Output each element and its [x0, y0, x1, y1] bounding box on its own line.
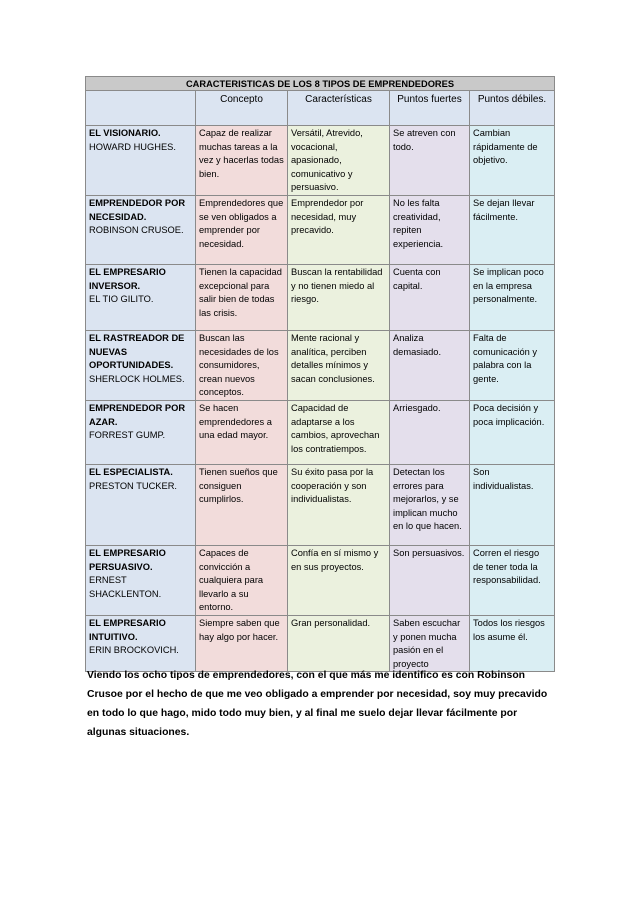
table-row — [86, 126, 555, 196]
debiles-cell: Poca decisión y poca implicación. — [470, 400, 555, 464]
conclusion-paragraph: Viendo los ocho tipos de emprendedores, con el que más me identifico es con Robinson Crusoe por el hecho de que me veo obligado a emprender por necesidad, soy muy precavido en todo lo que hago, mido todo muy bien, y al final me suelo dejar llevar fácilmente por algunas situaciones. — [87, 670, 548, 738]
type-name: EL ESPECIALISTA. — [89, 466, 173, 477]
type-person: PRESTON TUCKER. — [89, 480, 177, 491]
type-person: ERNEST SHACKLENTON. — [89, 575, 162, 599]
debiles-cell: Se dejan llevar fácilmente. — [470, 195, 555, 264]
concepto-cell: Se hacen emprendedores a una edad mayor. — [196, 400, 288, 464]
type-cell — [86, 464, 196, 545]
fuertes-cell: No les falta creatividad, repiten experiencia. — [390, 195, 470, 264]
type-cell — [86, 195, 196, 264]
type-cell — [86, 545, 196, 615]
type-name: EMPRENDEDOR POR AZAR. — [89, 402, 186, 427]
concepto-cell: Capaces de convicción a cualquiera para llevarlo a su entorno. — [196, 545, 288, 615]
debiles-cell: Corren el riesgo de tener toda la responsabilidad. — [470, 545, 555, 615]
concepto-cell: Tienen sueños que consiguen cumplirlos. — [196, 464, 288, 545]
debiles-cell: Todos los riesgos los asume él. — [470, 615, 555, 671]
fuertes-cell: Arriesgado. — [390, 400, 470, 464]
type-person: ROBINSON CRUSOE. — [89, 225, 184, 236]
type-name: EL EMPRESARIO INVERSOR. — [89, 266, 166, 291]
concepto-cell: Tienen la capacidad excepcional para salir bien de todas las crisis. — [196, 264, 288, 330]
type-cell — [86, 264, 196, 330]
type-person: FORREST GUMP. — [89, 430, 166, 441]
type-name: EMPRENDEDOR POR NECESIDAD. — [89, 197, 186, 222]
caracteristicas-cell: Buscan la rentabilidad y no tienen miedo al riesgo. — [288, 264, 390, 330]
fuertes-cell: Se atreven con todo. — [390, 126, 470, 196]
table-row — [86, 615, 555, 671]
caracteristicas-cell: Confía en sí mismo y en sus proyectos. — [288, 545, 390, 615]
table-row — [86, 400, 555, 464]
header-concepto: Concepto — [196, 91, 288, 126]
fuertes-cell: Son persuasivos. — [390, 545, 470, 615]
header-puntos-fuertes: Puntos fuertes — [390, 91, 470, 126]
type-name: EL EMPRESARIO PERSUASIVO. — [89, 547, 166, 572]
table-row — [86, 330, 555, 400]
debiles-cell: Falta de comunicación y palabra con la gente. — [470, 330, 555, 400]
table-row — [86, 195, 555, 264]
type-name: EL RASTREADOR DE NUEVAS OPORTUNIDADES. — [89, 332, 185, 371]
header-empty — [86, 91, 196, 126]
type-name: EL EMPRESARIO INTUITIVO. — [89, 617, 166, 642]
table-title: CARACTERISTICAS DE LOS 8 TIPOS DE EMPRENDEDORES — [86, 77, 555, 91]
caracteristicas-cell: Versátil, Atrevido, vocacional, apasionado, comunicativo y persuasivo. — [288, 126, 390, 196]
fuertes-cell: Detectan los errores para mejorarlos, y se implican mucho en lo que hacen. — [390, 464, 470, 545]
caracteristicas-cell: Su éxito pasa por la cooperación y son individualistas. — [288, 464, 390, 545]
caracteristicas-cell: Capacidad de adaptarse a los cambios, aprovechan los contratiempos. — [288, 400, 390, 464]
table-row — [86, 464, 555, 545]
entrepreneur-types-table — [85, 76, 555, 672]
concepto-cell: Buscan las necesidades de los consumidores, crean nuevos conceptos. — [196, 330, 288, 400]
fuertes-cell: Analiza demasiado. — [390, 330, 470, 400]
type-person: ERIN BROCKOVICH. — [89, 645, 179, 656]
type-cell — [86, 400, 196, 464]
type-name: EL VISIONARIO. — [89, 128, 161, 138]
type-person: EL TIO GILITO. — [89, 294, 154, 305]
caracteristicas-cell: Emprendedor por necesidad, muy precavido. — [288, 195, 390, 264]
debiles-cell: Cambian rápidamente de objetivo. — [470, 126, 555, 196]
fuertes-cell: Saben escuchar y ponen mucha pasión en el proyecto — [390, 615, 470, 671]
type-person: SHERLOCK HOLMES. — [89, 373, 185, 384]
concepto-cell: Emprendedores que se ven obligados a emprender por necesidad. — [196, 195, 288, 264]
caracteristicas-cell: Mente racional y analítica, perciben detalles mínimos y sacan conclusiones. — [288, 330, 390, 400]
debiles-cell: Se implican poco en la empresa personalmente. — [470, 264, 555, 330]
concepto-cell: Capaz de realizar muchas tareas a la vez y hacerlas todas bien. — [196, 126, 288, 196]
debiles-cell: Son individualistas. — [470, 464, 555, 545]
caracteristicas-cell: Gran personalidad. — [288, 615, 390, 671]
type-person: HOWARD HUGHES. — [89, 141, 176, 152]
concepto-cell: Siempre saben que hay algo por hacer. — [196, 615, 288, 671]
type-cell — [86, 330, 196, 400]
table-row — [86, 264, 555, 330]
header-puntos-debiles: Puntos débiles. — [470, 91, 555, 126]
type-cell — [86, 126, 196, 196]
type-cell — [86, 615, 196, 671]
header-caracteristicas: Características — [288, 91, 390, 126]
fuertes-cell: Cuenta con capital. — [390, 264, 470, 330]
table-row — [86, 545, 555, 615]
